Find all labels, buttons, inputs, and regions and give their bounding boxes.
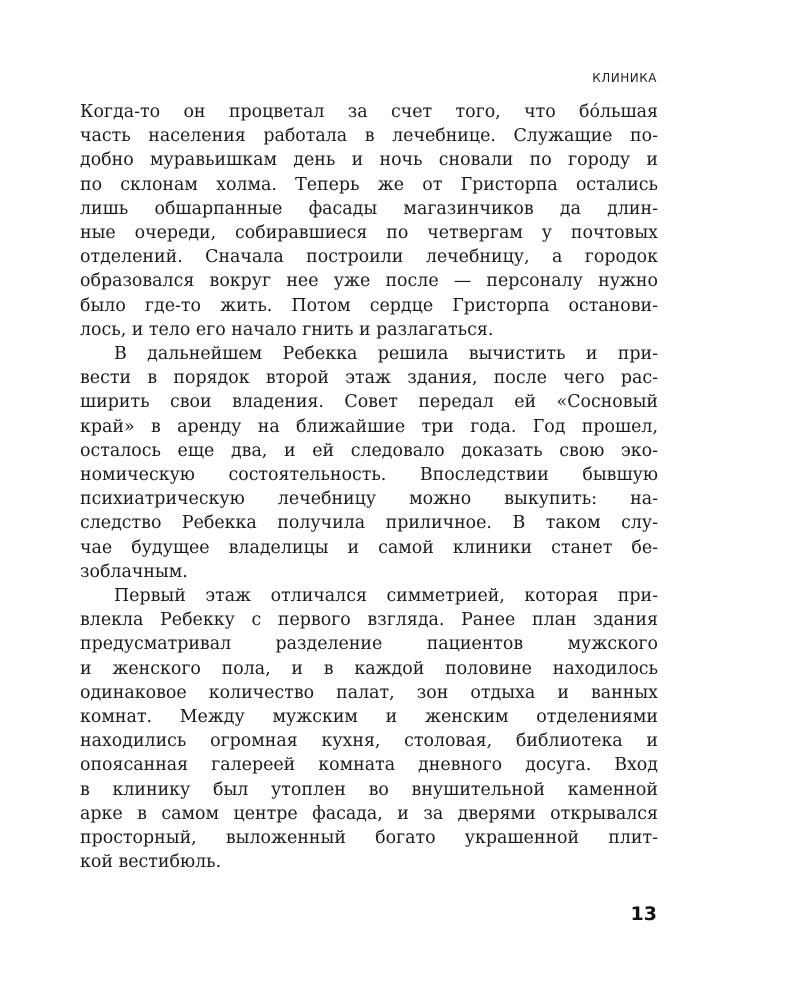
page-number: 13 (630, 903, 657, 925)
text-line: вести в порядок второй этаж здания, после чего рас- (80, 368, 658, 389)
text-line: лось, и тело его начало гнить и разлагаться. (80, 319, 494, 340)
text-line: В дальнейшем Ребекка решила вычистить и при- (114, 344, 658, 365)
text-line: образовался вокруг нее уже после — персоналу нужно (80, 271, 658, 292)
paragraph (80, 584, 658, 874)
text-line: просторный, выложенный богато украшенной плит- (80, 828, 658, 849)
text-line: влекла Ребекку с первого взгляда. Ранее план здания (80, 610, 658, 631)
text-line: ные очереди, собиравшиеся по четвергам у почтовых (80, 223, 658, 244)
text-line: часть населения работала в лечебнице. Служащие по- (80, 126, 658, 147)
text-line: в клинику был утоплен во внушительной каменной (80, 779, 658, 800)
text-line: психиатрическую лечебницу можно выкупить: на- (80, 489, 658, 510)
text-line: чае будущее владелицы и самой клиники станет бе- (80, 537, 658, 558)
text-line: арке в самом центре фасада, и за дверями открывался (80, 803, 658, 824)
paragraph (80, 100, 658, 342)
text-line: добно муравьишкам день и ночь сновали по городу и (80, 150, 658, 171)
text-line: отделений. Сначала построили лечебницу, а городок (80, 247, 658, 268)
text-line: одинаковое количество палат, зон отдыха и ванных (80, 682, 658, 703)
running-title: КЛИНИКА (592, 71, 657, 85)
paragraph (80, 342, 658, 584)
text-line: Когда-то он процветал за счет того, что бóльшая (80, 102, 658, 122)
text-line: зоблачным. (80, 561, 188, 582)
text-line: кой вестибюль. (80, 852, 222, 873)
text-line: опоясанная галереей комната дневного досуга. Вход (80, 755, 658, 776)
text-line: находились огромная кухня, столовая, библиотека и (80, 731, 658, 752)
text-line: было где-то жить. Потом сердце Гристорпа останови- (80, 295, 658, 316)
text-line: осталось еще два, и ей следовало доказать свою эко- (80, 440, 658, 461)
text-line: ширить свои владения. Совет передал ей «Сосновый (80, 392, 658, 413)
text-line: и женского пола, и в каждой половине находилось (80, 658, 658, 679)
body-text (80, 100, 658, 875)
text-line: край» в аренду на ближайшие три года. Год прошел, (80, 416, 658, 437)
text-line: номическую состоятельность. Впоследствии бывшую (80, 465, 658, 486)
text-line: предусматривал разделение пациентов мужского (80, 634, 658, 655)
text-line: лишь обшарпанные фасады магазинчиков да длин- (80, 198, 658, 219)
text-line: следство Ребекка получила приличное. В таком слу- (80, 513, 658, 534)
text-line: комнат. Между мужским и женским отделениями (80, 707, 658, 728)
text-line: по склонам холма. Теперь же от Гристорпа остались (80, 174, 658, 195)
text-line: Первый этаж отличался симметрией, которая при- (114, 586, 658, 607)
